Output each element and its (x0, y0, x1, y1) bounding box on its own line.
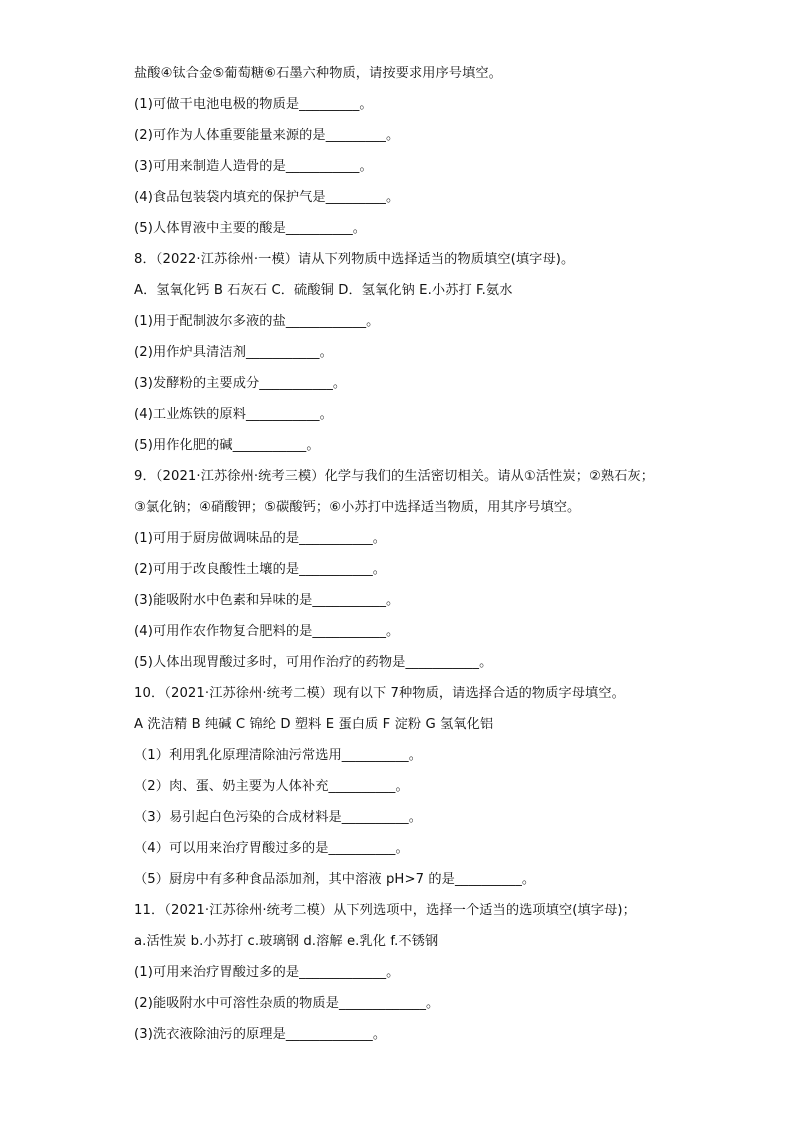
question-7-stem-end: 盐酸④钛合金⑤葡萄糖⑥石墨六种物质，请按要求用序号填空。 (134, 66, 502, 81)
question-8-item-1: (1)用于配制波尔多液的盐____________。 (134, 314, 380, 329)
question-11-item-3: (3)洗衣液除油污的原理是_____________。 (134, 1027, 387, 1042)
question-8-stem: 8．（2022·江苏徐州·一模）请从下列物质中选择适当的物质填空(填字母)。 (134, 252, 575, 267)
question-10-item-1: （1）利用乳化原理清除油污常选用__________。 (134, 748, 423, 763)
question-7-item-3: (3)可用来制造人造骨的是___________。 (134, 159, 373, 174)
question-8-item-4: (4)工业炼铁的原料___________。 (134, 407, 333, 422)
question-9-item-5: (5)人体出现胃酸过多时，可用作治疗的药物是___________。 (134, 655, 493, 670)
question-8-options: A．氢氧化钙 B 石灰石 C．硫酸铜 D．氢氧化钠 E.小苏打 F.氨水 (134, 283, 513, 298)
question-10-item-3: （3）易引起白色污染的合成材料是__________。 (134, 810, 423, 825)
question-11-item-2: (2)能吸附水中可溶性杂质的物质是_____________。 (134, 996, 440, 1011)
question-11-item-1: (1)可用来治疗胃酸过多的是_____________。 (134, 965, 400, 980)
question-7-item-4: (4)食品包装袋内填充的保护气是_________。 (134, 190, 400, 205)
question-10-item-2: （2）肉、蛋、奶主要为人体补充__________。 (134, 779, 409, 794)
question-8-item-3: (3)发酵粉的主要成分___________。 (134, 376, 347, 391)
question-9-item-2: (2)可用于改良酸性土壤的是___________。 (134, 562, 387, 577)
question-10-stem: 10．（2021·江苏徐州·统考二模）现有以下 7种物质，请选择合适的物质字母填空。 (134, 686, 625, 701)
question-10-item-5: （5）厨房中有多种食品添加剂，其中溶液 pH>7 的是__________。 (134, 872, 536, 887)
question-9-stem-cont: ③氯化钠；④硝酸钾；⑤碳酸钙；⑥小苏打中选择适当物质，用其序号填空。 (134, 500, 581, 515)
question-8-item-5: (5)用作化肥的碱___________。 (134, 438, 320, 453)
question-10-item-4: （4）可以用来治疗胃酸过多的是__________。 (134, 841, 409, 856)
question-11-stem: 11．（2021·江苏徐州·统考二模）从下列选项中，选择一个适当的选项填空(填字母)； (134, 903, 636, 918)
question-7-item-5: (5)人体胃液中主要的酸是__________。 (134, 221, 367, 236)
question-9-stem: 9．（2021·江苏徐州·统考三模）化学与我们的生活密切相关。请从①活性炭；②熟石灰； (134, 469, 655, 484)
question-9-item-4: (4)可用作农作物复合肥料的是___________。 (134, 624, 400, 639)
question-7-item-1: (1)可做干电池电极的物质是_________。 (134, 97, 373, 112)
question-9-item-3: (3)能吸附水中色素和异味的是___________。 (134, 593, 400, 608)
question-11-options: a.活性炭 b.小苏打 c.玻璃钢 d.溶解 e.乳化 f.不锈钢 (134, 934, 439, 949)
question-7-item-2: (2)可作为人体重要能量来源的是_________。 (134, 128, 400, 143)
question-10-options: A 洗洁精 B 纯碱 C 锦纶 D 塑料 E 蛋白质 F 淀粉 G 氢氧化铝 (134, 717, 494, 732)
question-8-item-2: (2)用作炉具清洁剂___________。 (134, 345, 333, 360)
question-9-item-1: (1)可用于厨房做调味品的是___________。 (134, 531, 387, 546)
